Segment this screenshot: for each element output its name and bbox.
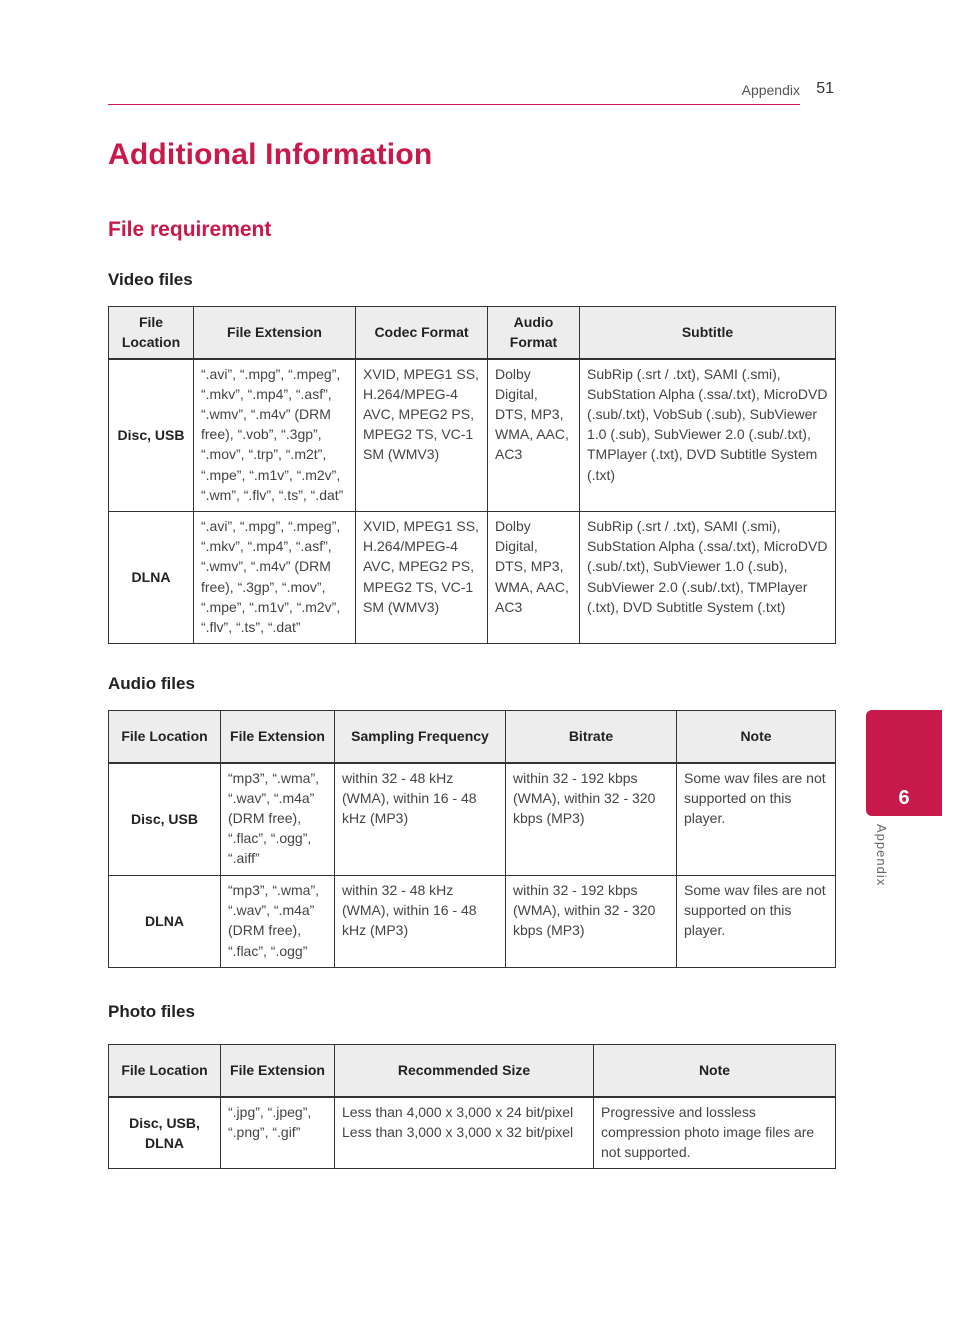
col-bitrate: Bitrate [506, 711, 677, 763]
cell-recommended-size: Less than 4,000 x 3,000 x 24 bit/pixel Less than 3,000 x 3,000 x 32 bit/pixel [335, 1097, 594, 1169]
cell-extension: “mp3”, “.wma”, “.wav”, “.m4a” (DRM free), “.flac”, “.ogg” [221, 876, 335, 968]
cell-extension: “.avi”, “.mpg”, “.mpeg”, “.mkv”, “.mp4”, “.asf”, “.wmv”, “.m4v” (DRM free), “.vob”, “.3gp”, “.mov”, “.trp”, “.m2t”, “.mpe”, “.m1v”, “.m2v”, “.wm”, “.flv”, “.ts”, “.dat” [194, 359, 356, 512]
cell-bitrate: within 32 - 192 kbps (WMA), within 32 - 320 kbps (MP3) [506, 876, 677, 968]
header-section-label: Appendix [741, 82, 800, 98]
cell-sampling-frequency: within 32 - 48 kHz (WMA), within 16 - 48 kHz (MP3) [335, 763, 506, 876]
header-rule [108, 104, 800, 105]
cell-subtitle: SubRip (.srt / .txt), SAMI (.smi), SubStation Alpha (.ssa/.txt), MicroDVD (.sub/.txt), VobSub (.sub), SubViewer 1.0 (.sub), SubViewer 2.0 (.sub/.txt), TMPlayer (.txt), DVD Subtitle System (.txt) [580, 359, 836, 512]
col-sampling-frequency: Sampling Frequency [335, 711, 506, 763]
audio-files-table [108, 710, 836, 968]
cell-bitrate: within 32 - 192 kbps (WMA), within 32 - 320 kbps (MP3) [506, 763, 677, 876]
cell-sampling-frequency: within 32 - 48 kHz (WMA), within 16 - 48 kHz (MP3) [335, 876, 506, 968]
col-note: Note [677, 711, 836, 763]
cell-audio-format: Dolby Digital, DTS, MP3, WMA, AAC, AC3 [488, 359, 580, 512]
video-files-heading: Video files [108, 270, 193, 289]
audio-files-heading: Audio files [108, 674, 195, 693]
table-row [109, 359, 836, 512]
col-subtitle: Subtitle [580, 307, 836, 359]
cell-codec: XVID, MPEG1 SS, H.264/MPEG-4 AVC, MPEG2 PS, MPEG2 TS, VC-1 SM (WMV3) [356, 359, 488, 512]
page-number: 51 [816, 80, 834, 97]
cell-codec: XVID, MPEG1 SS, H.264/MPEG-4 AVC, MPEG2 PS, MPEG2 TS, VC-1 SM (WMV3) [356, 512, 488, 644]
cell-note: Some wav files are not supported on this player. [677, 763, 836, 876]
col-audio-format: Audio Format [488, 307, 580, 359]
cell-extension: “mp3”, “.wma”, “.wav”, “.m4a” (DRM free), “.flac”, “.ogg”, “.aiff” [221, 763, 335, 876]
cell-note: Progressive and lossless compression photo image files are not supported. [594, 1097, 836, 1169]
col-note: Note [594, 1045, 836, 1097]
cell-location: Disc, USB [109, 763, 221, 876]
cell-location: Disc, USB, DLNA [109, 1097, 221, 1169]
col-file-location: File Location [109, 1045, 221, 1097]
table-row [109, 512, 836, 644]
table-header-row [109, 1045, 836, 1097]
col-file-extension: File Extension [221, 1045, 335, 1097]
cell-location: Disc, USB [109, 359, 194, 512]
table-header-row [109, 307, 836, 359]
cell-subtitle: SubRip (.srt / .txt), SAMI (.smi), SubStation Alpha (.ssa/.txt), MicroDVD (.sub/.txt), SubViewer 1.0 (.sub), SubViewer 2.0 (.sub/.txt), TMPlayer (.txt), DVD Subtitle System (.txt) [580, 512, 836, 644]
table-row [109, 763, 836, 876]
chapter-tab [866, 710, 942, 816]
col-recommended-size: Recommended Size [335, 1045, 594, 1097]
cell-audio-format: Dolby Digital, DTS, MP3, WMA, AAC, AC3 [488, 512, 580, 644]
table-row [109, 1097, 836, 1169]
col-file-extension: File Extension [221, 711, 335, 763]
col-file-location: File Location [109, 711, 221, 763]
cell-location: DLNA [109, 876, 221, 968]
section-title: File requirement [108, 218, 272, 241]
cell-extension: “.avi”, “.mpg”, “.mpeg”, “.mkv”, “.mp4”, “.asf”, “.wmv”, “.m4v” (DRM free), “.3gp”, “.mov”, “.mpe”, “.m1v”, “.m2v”, “.flv”, “.ts”, “.dat” [194, 512, 356, 644]
chapter-number: 6 [898, 787, 910, 809]
video-files-table [108, 306, 836, 644]
table-row [109, 876, 836, 968]
col-file-location: File Location [109, 307, 194, 359]
col-file-extension: File Extension [194, 307, 356, 359]
cell-extension: “.jpg”, “.jpeg”, “.png”, “.gif” [221, 1097, 335, 1169]
cell-location: DLNA [109, 512, 194, 644]
table-header-row [109, 711, 836, 763]
col-codec-format: Codec Format [356, 307, 488, 359]
photo-files-heading: Photo files [108, 1002, 195, 1021]
photo-files-table [108, 1044, 836, 1169]
cell-note: Some wav files are not supported on this player. [677, 876, 836, 968]
chapter-label: Appendix [874, 824, 889, 887]
page-header [108, 80, 834, 104]
page-title: Additional Information [108, 138, 433, 171]
